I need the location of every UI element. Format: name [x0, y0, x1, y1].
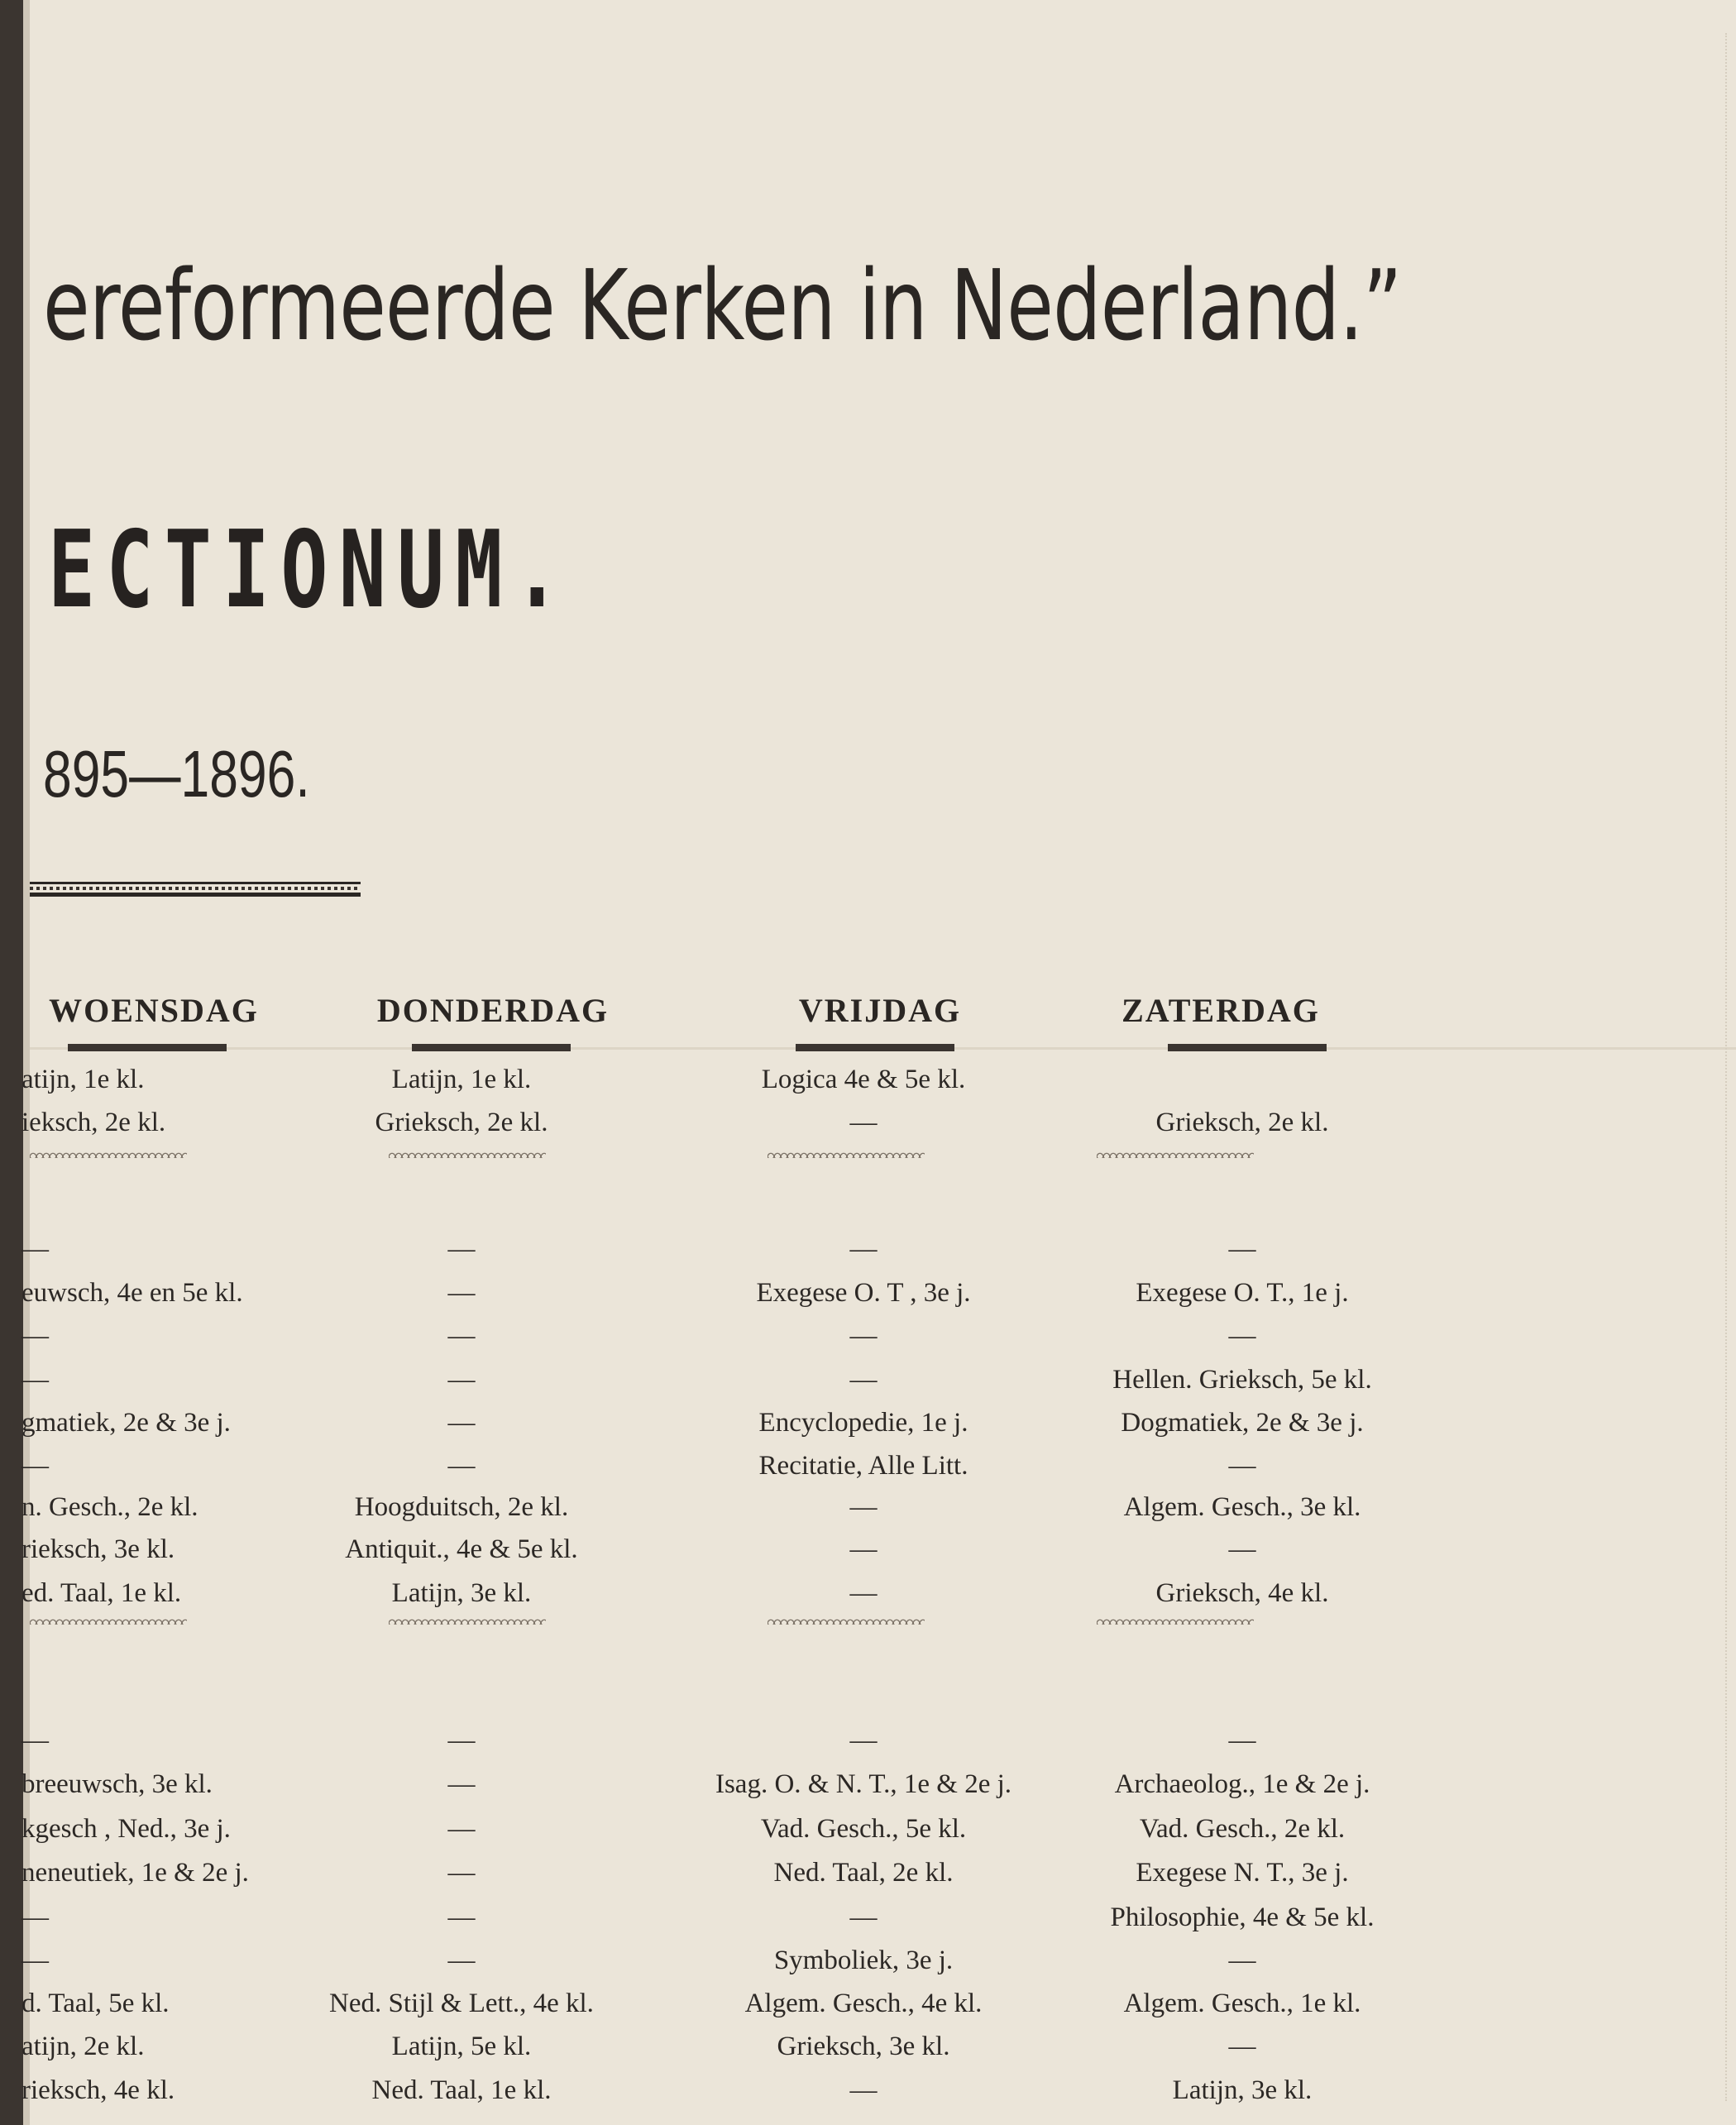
schedule-entry: Ned. Taal, 2e kl. — [773, 1858, 954, 1888]
schedule-dash: — — [22, 1946, 49, 1975]
day-header-woensdag: WOENSDAG — [49, 992, 259, 1029]
schedule-dash: — — [849, 1725, 878, 1755]
wavy-separator — [768, 1151, 925, 1158]
paper-edge — [1725, 33, 1732, 2101]
schedule-dash: — — [447, 1365, 476, 1395]
schedule-entry: ieksch, 2e kl. — [22, 1108, 166, 1137]
schedule-entry: Antiquit., 4e & 5e kl. — [345, 1534, 578, 1564]
schedule-dash: — — [447, 1902, 476, 1932]
schedule-entry: d. Taal, 5e kl. — [22, 1989, 170, 2018]
schedule-dash: — — [1228, 1534, 1256, 1564]
schedule-entry: Grieksch, 4e kl. — [1155, 1578, 1329, 1608]
schedule-dash: — — [22, 1234, 49, 1264]
schedule-entry: Exegese N. T., 3e j. — [1136, 1858, 1349, 1888]
wavy-separator — [389, 1151, 546, 1158]
day-header-vrijdag: VRIJDAG — [798, 992, 962, 1029]
schedule-entry: Vad. Gesch., 2e kl. — [1139, 1814, 1346, 1844]
schedule-entry: Dogmatiek, 2e & 3e j. — [1121, 1408, 1364, 1438]
schedule-dash: — — [22, 1902, 49, 1932]
schedule-dash: — — [447, 1946, 476, 1975]
schedule-dash: — — [849, 1492, 878, 1522]
schedule-dash: — — [447, 1321, 476, 1351]
schedule-dash: — — [447, 1278, 476, 1308]
schedule-entry: Exegese O. T., 1e j. — [1136, 1278, 1349, 1308]
schedule-dash: — — [447, 1234, 476, 1264]
schedule-entry: Hoogduitsch, 2e kl. — [354, 1492, 569, 1522]
schedule-dash: — — [22, 1321, 49, 1351]
schedule-entry: Algem. Gesch., 1e kl. — [1123, 1989, 1361, 2018]
schedule-dash: — — [849, 1578, 878, 1608]
schedule-entry: Vad. Gesch., 5e kl. — [760, 1814, 967, 1844]
wavy-separator — [389, 1618, 546, 1625]
schedule-dash: — — [849, 1534, 878, 1564]
schedule-dash: — — [447, 1858, 476, 1888]
schedule-entry: Ned. Taal, 1e kl. — [371, 2075, 552, 2105]
day-header-donderdag: DONDERDAG — [376, 992, 610, 1029]
schedule-entry: atijn, 2e kl. — [22, 2032, 145, 2061]
schedule-dash: — — [1228, 2032, 1256, 2061]
schedule-dash: — — [22, 1451, 49, 1481]
schedule-dash: — — [447, 1814, 476, 1844]
schedule-entry: kgesch , Ned., 3e j. — [22, 1814, 231, 1844]
schedule-entry — [1011, 1061, 1474, 1098]
schedule-entry: Philosophie, 4e & 5e kl. — [1110, 1902, 1375, 1932]
schedule-dash: — — [849, 1234, 878, 1264]
schedule-entry: Recitatie, Alle Litt. — [758, 1451, 968, 1481]
schedule-entry: neneutiek, 1e & 2e j. — [22, 1858, 249, 1888]
schedule-dash: — — [447, 1725, 476, 1755]
schedule-entry: ed. Taal, 1e kl. — [22, 1578, 182, 1608]
day-underline-donderdag — [412, 1044, 571, 1051]
schedule-entry: Latijn, 3e kl. — [391, 1578, 532, 1608]
day-underline-vrijdag — [796, 1044, 954, 1051]
schedule-dash: — — [1228, 1946, 1256, 1975]
schedule-dash: — — [849, 1108, 878, 1137]
wavy-separator — [1097, 1618, 1254, 1625]
binding-edge — [0, 0, 23, 2125]
schedule-entry: Encyclopedie, 1e j. — [758, 1408, 968, 1438]
schedule-dash: — — [447, 1408, 476, 1438]
title-divider — [30, 882, 361, 897]
schedule-dash: — — [849, 2075, 878, 2105]
schedule-entry: Logica 4e & 5e kl. — [761, 1065, 966, 1094]
schedule-entry: breeuwsch, 3e kl. — [22, 1769, 213, 1799]
schedule-dash: — — [849, 1365, 878, 1395]
schedule-dash: — — [1228, 1234, 1256, 1264]
day-underline-woensdag — [68, 1044, 227, 1051]
schedule-entry: Algem. Gesch., 3e kl. — [1123, 1492, 1361, 1522]
schedule-entry: Symboliek, 3e j. — [773, 1946, 954, 1975]
schedule-entry: Exegese O. T , 3e j. — [756, 1278, 971, 1308]
schedule-dash: — — [1228, 1321, 1256, 1351]
day-header-zaterdag: ZATERDAG — [1121, 992, 1320, 1029]
schedule-entry: Grieksch, 3e kl. — [777, 2032, 950, 2061]
wavy-separator — [1097, 1151, 1254, 1158]
schedule-entry: Hellen. Grieksch, 5e kl. — [1112, 1365, 1372, 1395]
schedule-dash: — — [22, 1725, 49, 1755]
schedule-entry: Latijn, 5e kl. — [391, 2032, 532, 2061]
schedule-entry: Latijn, 1e kl. — [391, 1065, 532, 1094]
schedule-entry: Isag. O. & N. T., 1e & 2e j. — [715, 1769, 1012, 1799]
document-title: ereformeerde Kerken in Nederland.” — [43, 248, 1402, 362]
schedule-dash: — — [447, 1769, 476, 1799]
schedule-entry: n. Gesch., 2e kl. — [22, 1492, 198, 1522]
schedule-dash: — — [1228, 1725, 1256, 1755]
day-underline-zaterdag — [1168, 1044, 1327, 1051]
schedule-entry: Archaeolog., 1e & 2e j. — [1114, 1769, 1370, 1799]
schedule-dash: — — [849, 1321, 878, 1351]
schedule-entry: rieksch, 4e kl. — [22, 2075, 175, 2105]
schedule-entry: rieksch, 3e kl. — [22, 1534, 175, 1564]
schedule-entry: Grieksch, 2e kl. — [375, 1108, 548, 1137]
schedule-entry: Latijn, 3e kl. — [1172, 2075, 1313, 2105]
schedule-entry: Ned. Stijl & Lett., 4e kl. — [329, 1989, 594, 2018]
wavy-separator — [30, 1151, 187, 1158]
schedule-dash: — — [22, 1365, 49, 1395]
schedule-entry: gmatiek, 2e & 3e j. — [22, 1408, 231, 1438]
schedule-dash: — — [849, 1902, 878, 1932]
schedule-entry: atijn, 1e kl. — [22, 1065, 145, 1094]
academic-year: 895—1896. — [43, 737, 310, 811]
schedule-entry: Algem. Gesch., 4e kl. — [744, 1989, 983, 2018]
document-subtitle: ECTIONUM. — [48, 509, 572, 632]
schedule-entry: euwsch, 4e en 5e kl. — [22, 1278, 243, 1308]
wavy-separator — [768, 1618, 925, 1625]
schedule-entry: Grieksch, 2e kl. — [1155, 1108, 1329, 1137]
wavy-separator — [30, 1618, 187, 1625]
schedule-dash: — — [447, 1451, 476, 1481]
schedule-dash: — — [1228, 1451, 1256, 1481]
